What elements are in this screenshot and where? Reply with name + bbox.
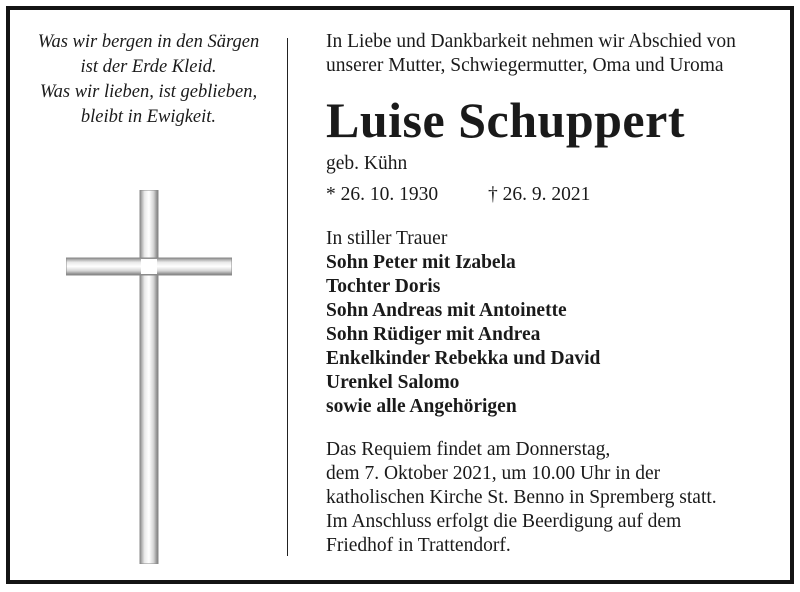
service-line: Das Requiem findet am Donnerstag, [326,439,611,460]
mourner: Sohn Rüdiger mit Andrea [326,324,541,345]
intro-line: In Liebe und Dankbarkeit nehmen wir Abschied von [326,31,736,52]
death-date: † 26. 9. 2021 [488,184,591,205]
service-info [326,438,781,558]
service-line: katholischen Kirche St. Benno in Spremberg statt. [326,487,717,508]
service-line: Im Anschluss erfolgt die Beerdigung auf dem [326,511,682,532]
verse-line: ist der Erde Kleid. [80,57,217,77]
intro-line: unserer Mutter, Schwiegermutter, Oma und Uroma [326,55,724,76]
deceased-name: Luise Schuppert [326,92,685,148]
verse [20,30,277,130]
service-line: dem 7. Oktober 2021, um 10.00 Uhr in der [326,463,661,484]
intro-text [326,30,781,78]
mourner: Sohn Peter mit Izabela [326,252,516,273]
mourner: Enkelkinder Rebekka und David [326,348,601,369]
verse-line: Was wir lieben, ist geblieben, [39,82,258,102]
mourner: Tochter Doris [326,276,441,297]
service-line: Friedhof in Trattendorf. [326,535,511,556]
mourner: Sohn Andreas mit Antoinette [326,300,567,321]
verse-line: bleibt in Ewigkeit. [80,107,217,127]
mourner: sowie alle Angehörigen [326,396,517,417]
notice-main [326,30,781,558]
cross-icon [66,190,232,564]
birth-date: * 26. 10. 1930 [326,184,439,205]
verse-line: Was wir bergen in den Särgen [37,32,260,52]
mourning-intro: In stiller Trauer [326,228,448,249]
mourners-list [326,251,781,419]
mourner: Urenkel Salomo [326,372,460,393]
column-divider [287,38,288,556]
life-dates [326,183,781,207]
birth-name: geb. Kühn [326,153,408,174]
